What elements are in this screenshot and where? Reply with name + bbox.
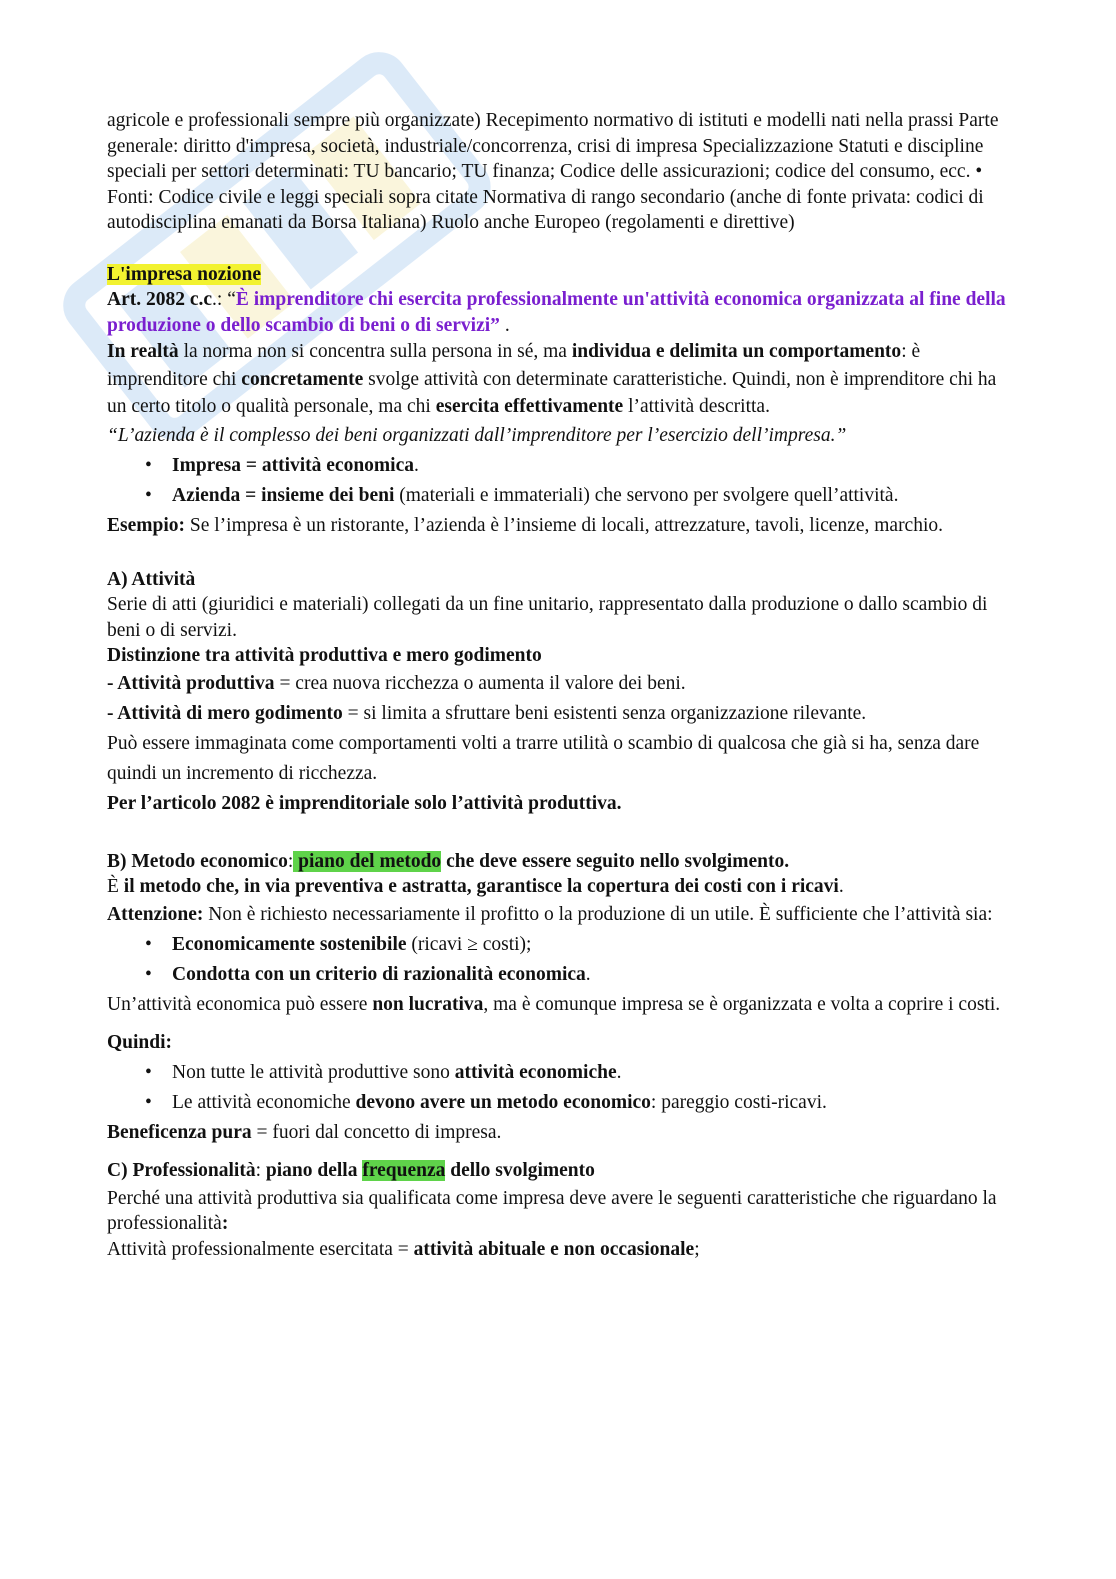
attivita-heading: A) Attività <box>107 568 196 590</box>
beneficenza-line: Beneficenza pura = fuori dal concetto di impresa. <box>107 1121 502 1143</box>
azienda-quote: “L’azienda è il complesso dei beni organizzati dall’imprenditore per l’esercizio dell’impresa.” <box>107 424 847 446</box>
distinzione-subheading: Distinzione tra attività produttiva e mero godimento <box>107 645 542 666</box>
list-item: • Impresa = attività economica. <box>145 454 419 476</box>
attivita-produttiva-line: - Attività produttiva = crea nuova ricchezza o aumenta il valore dei beni. <box>107 672 686 694</box>
list-item: • Economicamente sostenibile (ricavi ≥ costi); <box>145 933 532 955</box>
metodo-section <box>107 849 1012 1148</box>
non-lucrativa-paragraph: Un’attività economica può essere non lucrativa, ma è comunque impresa se è organizzata e volta a coprire i costi. <box>107 993 1001 1015</box>
in-realta-paragraph: In realtà la norma non si concentra sulla persona in sé, ma individua e delimita un comportamento: è imprenditore chi concretamente svolge attività con determinate caratteristiche. Quindi, non è imprenditore chi ha un certo titolo o qualità personale, ma chi esercita effettivamente l’attività descritta. <box>107 341 997 417</box>
metodo-bullet-list <box>107 930 1012 990</box>
art-2082-conclusion: Per l’articolo 2082 è imprenditoriale solo l’attività produttiva. <box>107 792 622 814</box>
impresa-heading: L'impresa nozione <box>107 263 262 285</box>
list-item: • Condotta con un criterio di razionalità economica. <box>145 963 591 985</box>
metodo-definition: È il metodo che, in via preventiva e astratta, garantisce la copertura dei costi con i ricavi. <box>107 876 844 897</box>
professionalita-heading: C) Professionalità: piano della frequenza dello svolgimento <box>107 1159 595 1181</box>
esempio-paragraph: Esempio: Se l’impresa è un ristorante, l’azienda è l’insieme di locali, attrezzature, tavoli, licenze, marchio. <box>107 514 944 536</box>
art-2082-paragraph: Art. 2082 c.c.: “È imprenditore chi esercita professionalmente un'attività economica organizzata al fine della produzione o dello scambio di beni o di servizi” . <box>107 289 1006 336</box>
attivita-section <box>107 567 1012 819</box>
impresa-section <box>107 262 1012 541</box>
intro-paragraph: agricole e professionali sempre più organizzate) Recepimento normativo di istituti e modelli nati nella prassi Parte generale: diritto d'impresa, società, industriale/concorrenza, crisi di impresa Specializzazione Statuti e discipline speciali per settori determinati: TU bancario; TU finanza; Codice delle assicurazioni; codice del consumo, ecc. • Fonti: Codice civile e leggi speciali sopra citate Normativa di rango secondario (anche di fonte privata: codici di autodisciplina emanati da Borsa Italiana) Ruolo anche Europeo (regolamenti e direttive) <box>107 110 999 233</box>
list-item: • Azienda = insieme dei beni (materiali e immateriali) che servono per svolgere quell’attività. <box>145 484 899 506</box>
list-item: • Non tutte le attività produttive sono attività economiche. <box>145 1061 622 1083</box>
mero-godimento-line: - Attività di mero godimento = si limita a sfruttare beni esistenti senza organizzazione rilevante. <box>107 702 867 724</box>
professionalita-definition: Attività professionalmente esercitata = attività abituale e non occasionale; <box>107 1238 700 1260</box>
quindi-bullet-list <box>107 1058 1012 1118</box>
document-page <box>107 108 1012 1262</box>
attivita-definition: Serie di atti (giuridici e materiali) collegati da un fine unitario, rappresentato dalla produzione o dallo scambio di beni o di servizi. <box>107 594 988 641</box>
professionalita-section <box>107 1156 1012 1263</box>
metodo-heading: B) Metodo economico: piano del metodo che deve essere seguito nello svolgimento. <box>107 850 790 872</box>
list-item: • Le attività economiche devono avere un metodo economico: pareggio costi-ricavi. <box>145 1091 827 1113</box>
mero-godimento-explanation: Può essere immaginata come comportamenti volti a trarre utilità o scambio di qualcosa che già si ha, senza dare quindi un incremento di ricchezza. <box>107 732 980 784</box>
impresa-bullet-list <box>107 451 1012 511</box>
professionalita-intro: Perché una attività produttiva sia qualificata come impresa deve avere le seguenti caratteristiche che riguardano la professionalità: <box>107 1187 997 1234</box>
quindi-heading: Quindi: <box>107 1031 173 1053</box>
intro-section <box>107 108 1012 236</box>
attenzione-paragraph: Attenzione: Non è richiesto necessariamente il profitto o la produzione di un utile. È sufficiente che l’attività sia: <box>107 903 993 925</box>
